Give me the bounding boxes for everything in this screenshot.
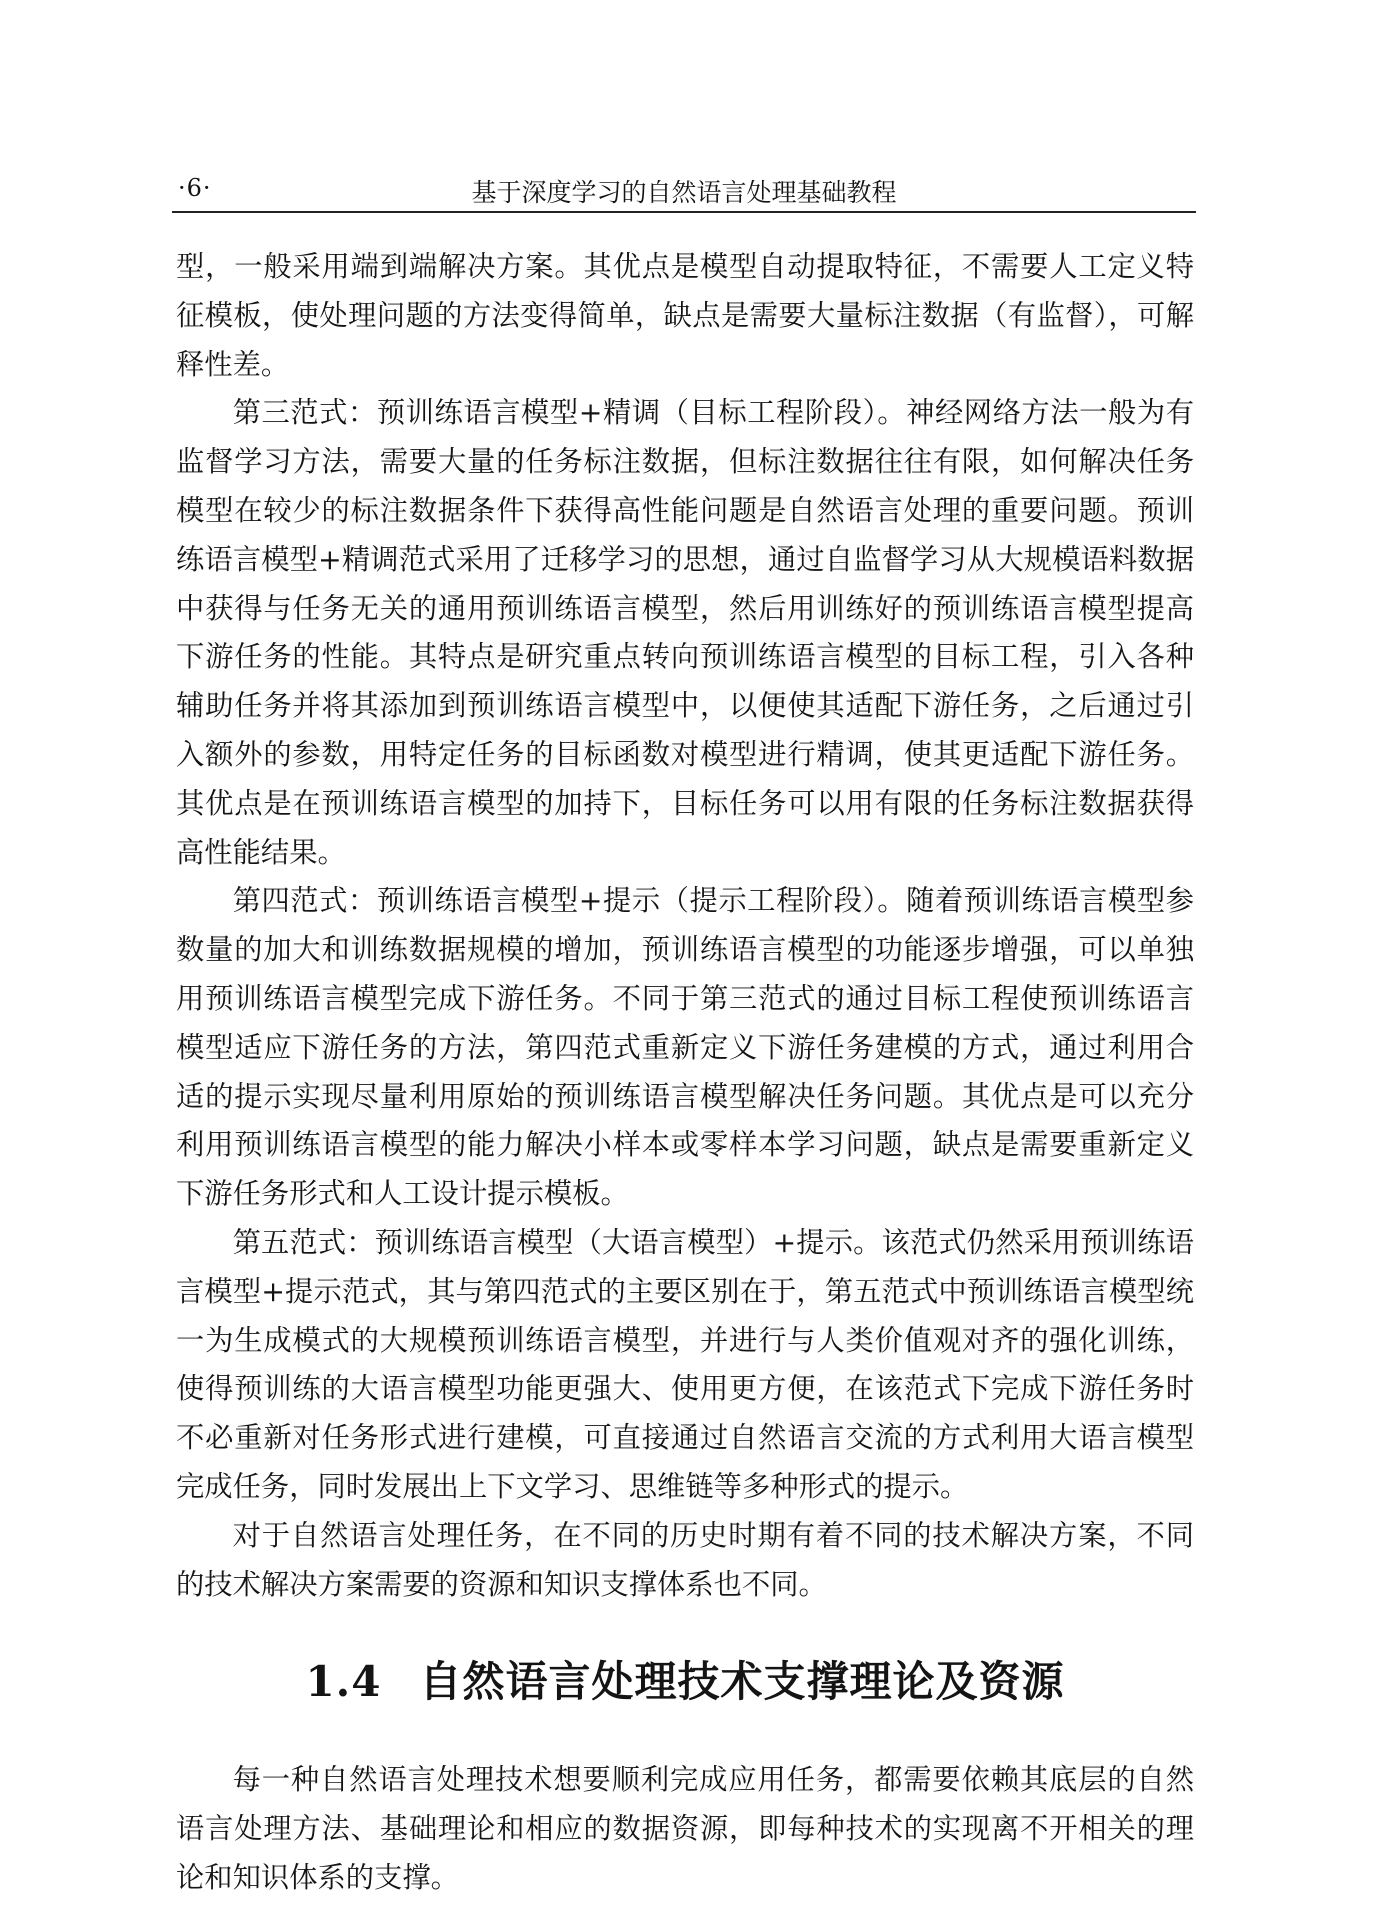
page-header: [172, 170, 1196, 210]
section-number: 1.4: [305, 1657, 382, 1707]
body-text: [176, 243, 1194, 1903]
section-heading: [176, 1654, 1194, 1710]
paragraph-summary: 对于自然语言处理任务，在不同的历史时期有着不同的技术解决方案，不同的技术解决方案需要的资源和知识支撑体系也不同。: [176, 1518, 1194, 1601]
section-title: 自然语言处理技术支撑理论及资源: [419, 1657, 1065, 1707]
paragraph-fourth-paradigm: 第四范式：预训练语言模型+提示（提示工程阶段）。随着预训练语言模型参数量的加大和训练数据规模的增加，预训练语言模型的功能逐步增强，可以单独用预训练语言模型完成下游任务。不同于第三范式的通过目标工程使预训练语言模型适应下游任务的方法，第四范式重新定义下游任务建模的方式，通过利用合适的提示实现尽量利用原始的预训练语言模型解决任务问题。其优点是可以充分利用预训练语言模型的能力解决小样本或零样本学习问题，缺点是需要重新定义下游任务形式和人工设计提示模板。: [176, 884, 1194, 1211]
page-number: ·6·: [178, 174, 212, 202]
paragraph-continuation: 型，一般采用端到端解决方案。其优点是模型自动提取特征，不需要人工定义特征模板，使处理问题的方法变得简单，缺点是需要大量标注数据（有监督），可解释性差。: [176, 250, 1194, 381]
section-paragraph: 每一种自然语言处理技术想要顺利完成应用任务，都需要依赖其底层的自然语言处理方法、基础理论和相应的数据资源，即每种技术的实现离不开相关的理论和知识体系的支撑。: [176, 1763, 1194, 1894]
paragraph-third-paradigm: 第三范式：预训练语言模型+精调（目标工程阶段）。神经网络方法一般为有监督学习方法，需要大量的任务标注数据，但标注数据往往有限，如何解决任务模型在较少的标注数据条件下获得高性能问题是自然语言处理的重要问题。预训练语言模型+精调范式采用了迁移学习的思想，通过自监督学习从大规模语料数据中获得与任务无关的通用预训练语言模型，然后用训练好的预训练语言模型提高下游任务的性能。其特点是研究重点转向预训练语言模型的目标工程，引入各种辅助任务并将其添加到预训练语言模型中，以便使其适配下游任务，之后通过引入额外的参数，用特定任务的目标函数对模型进行精调，使其更适配下游任务。其优点是在预训练语言模型的加持下，目标任务可以用有限的任务标注数据获得高性能结果。: [176, 396, 1194, 869]
paragraph-fifth-paradigm: 第五范式：预训练语言模型（大语言模型）+提示。该范式仍然采用预训练语言模型+提示范式，其与第四范式的主要区别在于，第五范式中预训练语言模型统一为生成模式的大规模预训练语言模型，并进行与人类价值观对齐的强化训练，使得预训练的大语言模型功能更强大、使用更方便，在该范式下完成下游任务时不必重新对任务形式进行建模，可直接通过自然语言交流的方式利用大语言模型完成任务，同时发展出上下文学习、思维链等多种形式的提示。: [176, 1225, 1194, 1503]
header-rule: [172, 211, 1196, 213]
running-title: 基于深度学习的自然语言处理基础教程: [471, 178, 897, 207]
